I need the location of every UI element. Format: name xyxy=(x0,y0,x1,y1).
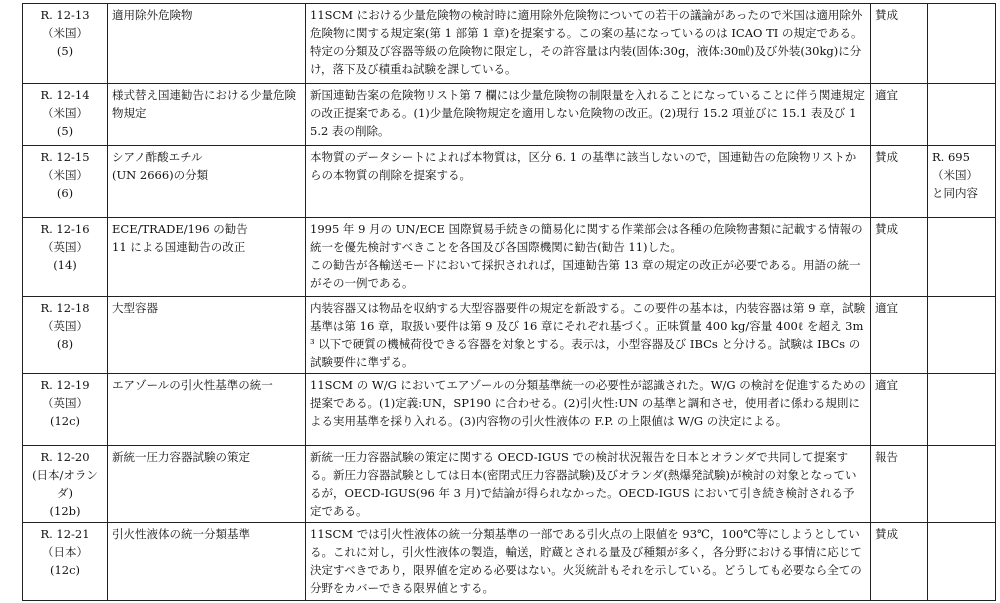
status-cell: 賛成 xyxy=(871,523,928,601)
note-cell xyxy=(928,4,996,84)
subject-cell: 新統一圧力容器試験の策定 xyxy=(108,446,306,523)
table-row xyxy=(23,446,996,523)
subject-cell: 様式替え国連勧告における少量危険物規定 xyxy=(108,84,306,146)
doc-id-cell: R. 12-19 （英国） (12c) xyxy=(23,374,108,446)
table-row xyxy=(23,297,996,374)
content-cell: 11SCM における少量危険物の検討時に適用除外危険物についての若干の議論があったので米国は適用除外危険物に関する規定案(第 1 部第 1 章)を提案する。この案の基になっているのは ICAO TI の規定である。特定の分類及び容器等級の危険物に限定し，その許容量は内装(固体:30g，液体:30㎖)及び外装(30kg)に分け，落下及び積重ね試験を課している。 xyxy=(306,4,871,84)
subject-cell: 大型容器 xyxy=(108,297,306,374)
note-cell xyxy=(928,218,996,297)
content-cell: 11SCM の W/G においてエアゾールの分類基準統一の必要性が認識された。W/G の検討を促進するための提案である。(1)定義:UN，SP190 に合わせる。(2)引火性:UN の基準と調和させ，使用者に係わる規則による実用基準を採り入れる。(3)内容物の引火性液体の F.P. の上限値は W/G の決定による。 xyxy=(306,374,871,446)
table-row xyxy=(23,84,996,146)
doc-id-cell: R. 12-16 （英国） (14) xyxy=(23,218,108,297)
note-cell: R. 695（米国） と同内容 xyxy=(928,146,996,218)
status-cell: 賛成 xyxy=(871,4,928,84)
subject-cell: シアノ酢酸エチル (UN 2666)の分類 xyxy=(108,146,306,218)
note-cell xyxy=(928,446,996,523)
table-row xyxy=(23,523,996,601)
proposals-table xyxy=(22,3,996,601)
subject-cell: ECE/TRADE/196 の勧告 11 による国連勧告の改正 xyxy=(108,218,306,297)
doc-id-cell: R. 12-15 （米国） (6) xyxy=(23,146,108,218)
table-row xyxy=(23,374,996,446)
content-cell: 本物質のデータシートによれば本物質は，区分 6. 1 の基準に該当しないので，国連勧告の危険物リストからの本物質の削除を提案する。 xyxy=(306,146,871,218)
content-cell: 内装容器又は物品を収納する大型容器要件の規定を新設する。この要件の基本は，内装容器は第 9 章，試験基準は第 16 章，取扱い要件は第 9 及び 16 章にそれぞれ基づく。正味質量 400 kg/容量 400ℓ を超え 3m³ 以下で硬質の機械荷役できる容器を対象とする。表示は，小型容器及び IBCs と分ける。試験は IBCs の試験要件に準ずる。 xyxy=(306,297,871,374)
status-cell: 報告 xyxy=(871,446,928,523)
status-cell: 適宜 xyxy=(871,374,928,446)
content-cell: 1995 年 9 月の UN/ECE 国際貿易手続きの簡易化に関する作業部会は各種の危険物書類に記載する情報の統一を優先検討すべきことを各国及び各国際機関に勧告(勧告 11)した。 この勧告が各輸送モードにおいて採択されれば，国連勧告第 13 章の規定の改正が必要である。用語の統一がその一例である。 xyxy=(306,218,871,297)
doc-id-cell: R. 12-20 (日本/オランダ) (12b) xyxy=(23,446,108,523)
status-cell: 適宜 xyxy=(871,297,928,374)
doc-id-cell: R. 12-14 （米国） (5) xyxy=(23,84,108,146)
status-cell: 賛成 xyxy=(871,146,928,218)
table-row xyxy=(23,146,996,218)
note-cell xyxy=(928,84,996,146)
table-row xyxy=(23,218,996,297)
table-row xyxy=(23,4,996,84)
content-cell: 新国連勧告案の危険物リスト第 7 欄には少量危険物の制限量を入れることになっていることに伴う関連規定の改正提案である。(1)少量危険物規定を適用しない危険物の改正。(2)現行 15.2 項並びに 15.1 表及び 15.2 表の削除。 xyxy=(306,84,871,146)
doc-id-cell: R. 12-21 （日本） (12c) xyxy=(23,523,108,601)
content-cell: 新統一圧力容器試験の策定に関する OECD-IGUS での検討状況報告を日本とオランダで共同して提案する。新圧力容器試験としては日本(密閉式圧力容器試験)及びオランダ(熱爆発試験)が検討の対象となっているが，OECD-IGUS(96 年 3 月)で結論が得られなかった。OECD-IGUS において引き続き検討される予定である。 xyxy=(306,446,871,523)
status-cell: 適宜 xyxy=(871,84,928,146)
subject-cell: 適用除外危険物 xyxy=(108,4,306,84)
note-cell xyxy=(928,297,996,374)
doc-id-cell: R. 12-13 （米国） (5) xyxy=(23,4,108,84)
note-cell xyxy=(928,374,996,446)
subject-cell: エアゾールの引火性基準の統一 xyxy=(108,374,306,446)
note-cell xyxy=(928,523,996,601)
doc-id-cell: R. 12-18 （英国） (8) xyxy=(23,297,108,374)
status-cell: 賛成 xyxy=(871,218,928,297)
content-cell: 11SCM では引火性液体の統一分類基準の一部である引火点の上限値を 93℃，100℃等にしようとしている。これに対し，引火性液体の製造，輸送，貯蔵とされる量及び種類が多く，各分野における事情に応じて決定すべきであり，限界値を定める必要はない。火災統計もそれを示している。どうしても必要なら全ての分野をカバーできる限界値とする。 xyxy=(306,523,871,601)
subject-cell: 引火性液体の統一分類基準 xyxy=(108,523,306,601)
